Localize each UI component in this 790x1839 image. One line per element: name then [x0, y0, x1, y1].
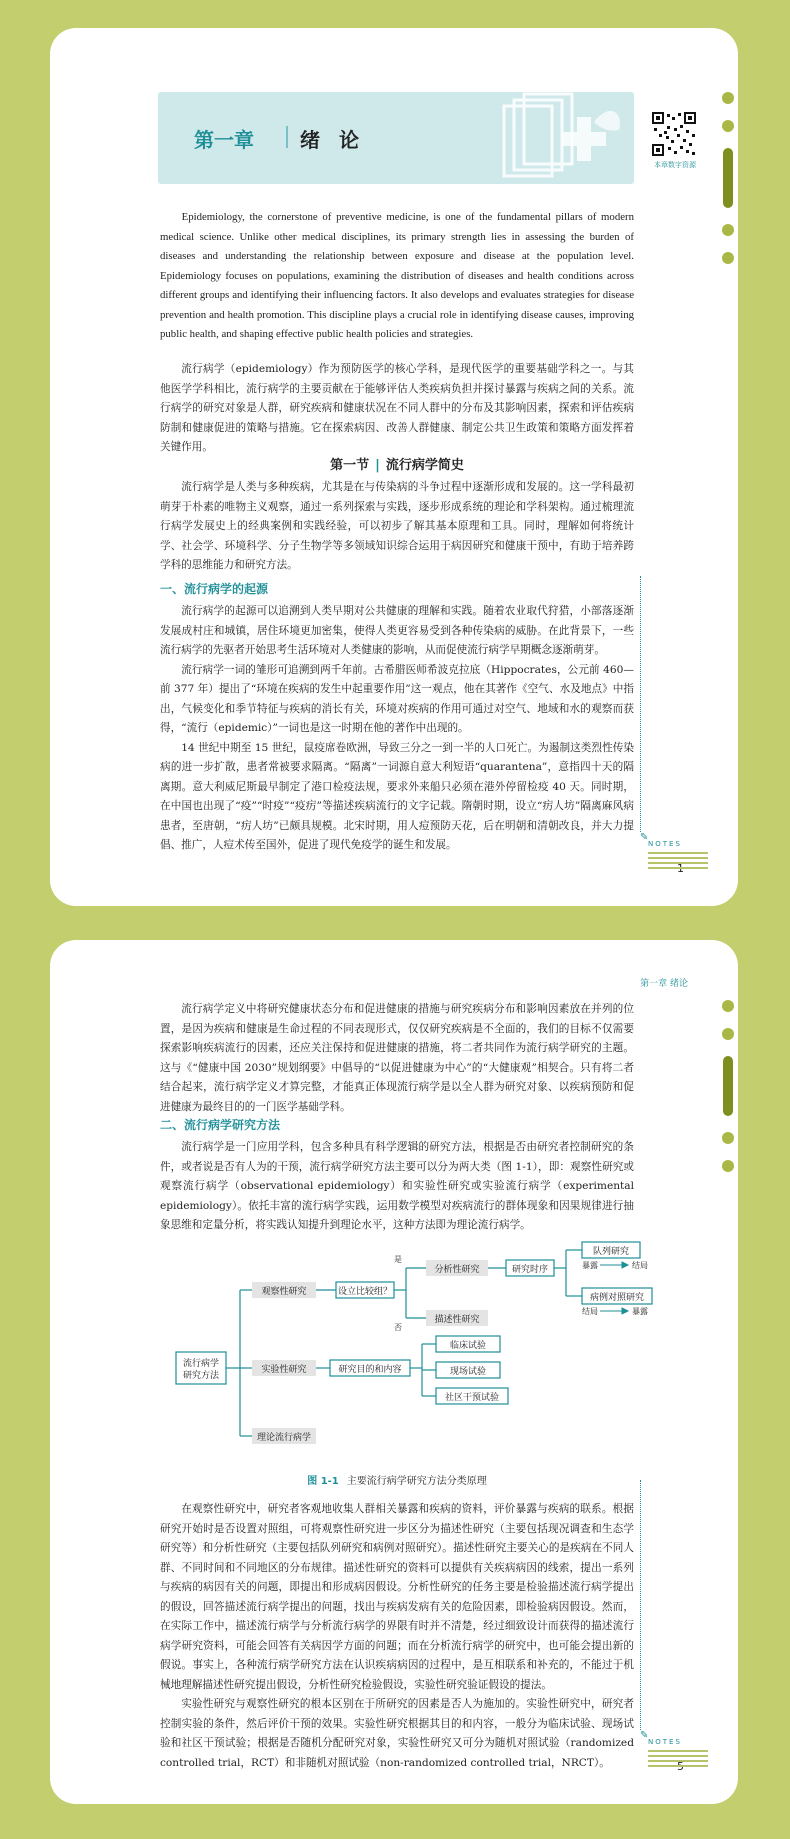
origin-paragraph: 流行病学一词的雏形可追溯到两千年前。古希腊医师希波克拉底（Hippocrates，公元前 460—前 377 年）提出了“环境在疾病的发生中起重要作用”这一观点，他在其著作《空气、水及地点》中指出，气候变化和季节特征与疾病的消长有关，环境对疾病的作用可通过对空气、地域和水的观察而获得，“流行（epidemic）”一词也是这一时期在他的著作中出现的。 — [160, 663, 634, 734]
label-root-line1: 流行病学 — [182, 1359, 220, 1369]
chapter-title: 绪 论 — [300, 128, 365, 152]
nav-dot[interactable] — [722, 224, 734, 236]
label-community: 社区干预试验 — [444, 1393, 500, 1403]
running-head: 第一章 绪论 — [640, 979, 688, 989]
subhead-origin: 一、流行病学的起源 — [160, 582, 269, 596]
methods-diagram — [170, 1240, 690, 1450]
nav-dot[interactable] — [722, 1028, 734, 1040]
pencil-icon: ✎ — [640, 1730, 649, 1741]
label-clinical: 临床试验 — [449, 1341, 487, 1351]
intro-text — [160, 360, 634, 458]
figure-caption-text: 主要流行病学研究方法分类原理 — [346, 1476, 487, 1487]
nav-dot[interactable] — [722, 1132, 734, 1144]
nav-dot[interactable] — [722, 120, 734, 132]
page1-side-nav — [722, 84, 734, 272]
label-cohort-to: 结局 — [632, 1261, 648, 1270]
qr-label: 本章数字资源 — [654, 161, 696, 169]
banner-divider — [286, 126, 288, 148]
label-cohort-from: 暴露 — [582, 1261, 598, 1270]
label-root-line2: 研究方法 — [182, 1371, 220, 1381]
definition-paragraph: 流行病学定义中将研究健康状态分布和促进健康的措施与研究疾病分布和影响因素放在并列的位置，是因为疾病和健康是生命过程的不同表现形式，仅仅研究疾病是不全面的，我们的目标不仅需要探索影响疾病流行的因素，还应关注保持和促进健康的措施，将二者共同作为流行病学研究的主题。这与《“健康中国 2030”规划纲要》中倡导的“以促进健康为中心”的“大健康观”相契合。只有将二者结合起来，流行病学定义才算完整，才能真正体现流行病学是以全人群为研究对象、以疾病预防和促进健康为最终目的的一门医学基础学科。 — [160, 1003, 634, 1113]
label-field: 现场试验 — [449, 1367, 487, 1377]
decorative-stripes — [648, 852, 708, 872]
methods-text — [160, 1138, 634, 1236]
nav-dot[interactable] — [722, 1000, 734, 1012]
label-no: 否 — [394, 1323, 402, 1332]
page-2 — [50, 940, 738, 1804]
label-purpose: 研究目的和内容 — [338, 1365, 402, 1375]
section-intro — [160, 478, 634, 576]
definition-text — [160, 1000, 634, 1117]
abstract-paragraph: Epidemiology, the cornerstone of preventive medicine, is one of the fundamental pillars of modern medical science. Unlike other medical disciplines, its primary strength lies in assessing the burden of diseases and understanding the relationship between exposure and disease at the population level. Epidemiology focuses on populations, examining the distribution of diseases and health conditions across different groups and identifying their influencing factors. It also develops and evaluates strategies for disease prevention and health promotion. This discipline plays a crucial role in identifying disease causes, improving public health, and shaping effective public health policies and strategies. — [160, 211, 634, 340]
section-number: 第一节 — [330, 458, 370, 473]
figure-caption — [160, 1472, 634, 1487]
section-title: 流行病学简史 — [385, 458, 464, 473]
label-descriptive: 描述性研究 — [434, 1315, 480, 1325]
label-cohort: 队列研究 — [592, 1247, 630, 1257]
label-observational: 观察性研究 — [261, 1287, 307, 1297]
section-separator: | — [375, 458, 380, 473]
nav-indicator[interactable] — [723, 148, 733, 208]
qr-code-icon[interactable] — [652, 112, 696, 156]
notes-margin-line — [640, 1480, 641, 1730]
notes-label: NOTES — [648, 1738, 682, 1746]
notes-label: NOTES — [648, 840, 682, 848]
methods-paragraph: 流行病学是一门应用学科，包含多种具有科学逻辑的研究方法，根据是否由研究者控制研究的条件，或者说是否有人为的干预，流行病学研究方法主要可以分为两大类（图 1-1），即：观察性研究或观察流行病学（observational epidemiology）和实验性研究或实验流行病学（experimental epidemiology）。依托丰富的流行病学实践，运用数学模型对疾病流行的群体现象和因果规律进行抽象思维和定量分析，将实践认知提升到理论水平，这种方法即为理论流行病学。 — [160, 1141, 634, 1231]
origin-paragraph: 14 世纪中期至 15 世纪，鼠疫席卷欧洲，导致三分之一到一半的人口死亡。为遏制这类烈性传染病的进一步扩散，患者常被要求隔离。“隔离”一词源自意大利短语“quarantena”，意指四十天的隔离期。意大利威尼斯最早制定了港口检疫法规，要求外来船只必须在港外停留检疫 40 天。同时期，在中国也出现了“疫”“时疫”“疫疠”等描述疾病流行的文字记载。隋朝时期，设立“疠人坊”隔离麻风病患者，至唐朝，“疠人坊”已颇具规模。北宋时期，用人痘预防天花，后在明朝和清朝改良，并大力提倡、推广，人痘术传至国外，促进了现代免疫学的诞生和发展。 — [160, 741, 634, 851]
origin-text — [160, 602, 634, 856]
label-case-control: 病例对照研究 — [589, 1293, 645, 1303]
decorative-stripes — [648, 1750, 708, 1770]
observational-text — [160, 1500, 634, 1773]
section-heading — [160, 454, 634, 473]
chapter-banner — [158, 92, 634, 184]
notes-margin-line — [640, 576, 641, 832]
nav-dot[interactable] — [722, 1160, 734, 1172]
page-1 — [50, 28, 738, 906]
experimental-paragraph: 实验性研究与观察性研究的根本区别在于所研究的因素是否人为施加的。实验性研究中，研究者控制实验的条件，然后评价干预的效果。实验性研究根据其目的和内容，一般分为临床试验、现场试验和社区干预试验；根据是否随机分配研究对象，实验性研究又可分为随机对照试验（randomized controlled trial，RCT）和非随机对照试验（non-randomized controlled trial，NRCT）。 — [160, 1698, 634, 1769]
nav-indicator[interactable] — [723, 1056, 733, 1116]
label-yes: 是 — [394, 1255, 402, 1264]
label-cc-to: 暴露 — [632, 1307, 648, 1316]
chapter-number: 第一章 — [194, 128, 254, 152]
subhead-methods: 二、流行病学研究方法 — [160, 1118, 281, 1132]
intro-paragraph: 流行病学（epidemiology）作为预防医学的核心学科，是现代医学的重要基础学科之一。与其他医学学科相比，流行病学的主要贡献在于能够评估人类疾病负担并探讨暴露与疾病之间的关系。流行病学的研究对象是人群，研究疾病和健康状况在不同人群中的分布及其影响因素，探索和评估疾病防制和健康促进的策略与措施。它在探索病因、改善人群健康、制定公共卫生政策和策略方面发挥着关键作用。 — [160, 363, 634, 453]
label-comparison: 设立比较组？ — [337, 1287, 393, 1297]
observational-paragraph: 在观察性研究中，研究者客观地收集人群相关暴露和疾病的资料，评价暴露与疾病的联系。根据研究开始时是否设置对照组，可将观察性研究进一步区分为描述性研究（主要包括现况调查和生态学研究等）和分析性研究（主要包括队列研究和病例对照研究）。描述性研究主要关心的是疾病在不同人群、不同时间和不同地区的分布规律。描述性研究的资料可以提供有关疾病病因的线索，提出一系列与疾病的病因有关的问题，即提出和形成病因假设。分析性研究的任务主要是检验描述流行病学提出的假设，回答描述流行病学提出的问题，找出与疾病发病有关的危险因素，即检验病因假设。然而，在实际工作中，描述流行病学与分析流行病学的界限有时并不清楚，经过细致设计而获得的描述流行病学研究资料，可能会回答有关病因学方面的问题；而在分析流行病学的研究中，也可能会提出新的假说。事实上，各种流行病学研究方法在认识疾病病因的过程中，是互相联系和补充的，不能过于机械地理解描述性研究提出假设，分析性研究检验假设，实验性研究验证假设的提法。 — [160, 1503, 634, 1691]
page2-side-nav — [722, 992, 734, 1180]
nav-dot[interactable] — [722, 252, 734, 264]
nav-dot[interactable] — [722, 92, 734, 104]
label-experimental: 实验性研究 — [261, 1365, 307, 1375]
book-cross-illustration — [474, 92, 634, 184]
label-analytic: 分析性研究 — [434, 1265, 480, 1275]
english-abstract — [160, 208, 634, 345]
pencil-icon: ✎ — [640, 832, 649, 843]
figure-label: 图 1-1 — [307, 1476, 339, 1487]
label-timing: 研究时序 — [511, 1265, 549, 1275]
label-cc-from: 结局 — [582, 1307, 598, 1316]
label-theoretical: 理论流行病学 — [256, 1433, 312, 1443]
section-paragraph: 流行病学是人类与多种疾病，尤其是在与传染病的斗争过程中逐渐形成和发展的。这一学科最初萌芽于朴素的唯物主义观察，通过一系列探索与实践，逐步形成系统的理论和学科架构。通过梳理流行病学发展史上的经典案例和实践经验，可以初步了解其基本原理和工具。同时，理解如何将统计学、社会学、环境科学、分子生物学等多领域知识综合运用于病因研究和健康干预中，有助于培养跨学科的思维能力和研究方法。 — [160, 481, 634, 571]
origin-paragraph: 流行病学的起源可以追溯到人类早期对公共健康的理解和实践。随着农业取代狩猎，小部落逐渐发展成村庄和城镇，居住环境更加密集，使得人类更容易受到各种传染病的威胁。在此背景下，一些流行病学的先驱者开始思考生活环境对人类健康的影响，从而促使流行病学早期概念逐渐萌芽。 — [160, 605, 634, 656]
